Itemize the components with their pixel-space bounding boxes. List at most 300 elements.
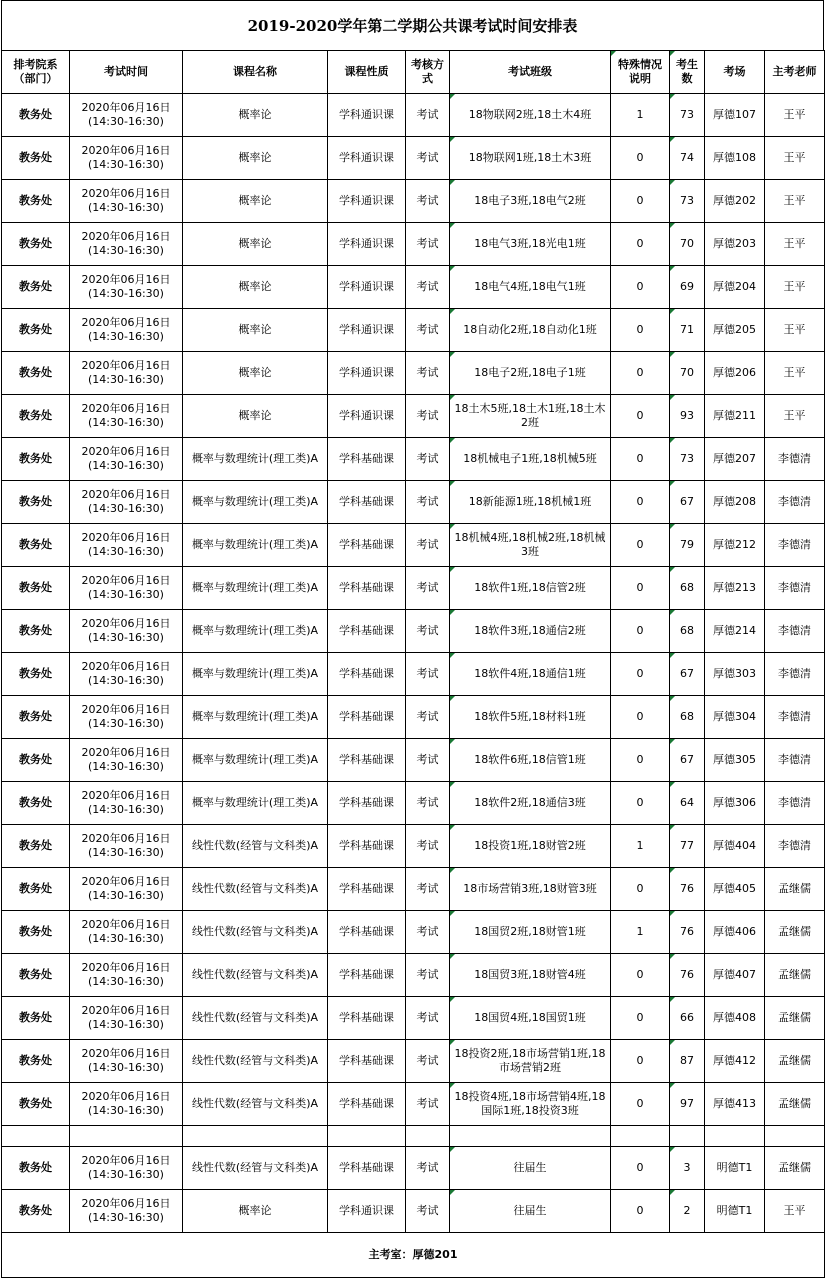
special-cell: 0 <box>611 567 670 610</box>
classes-cell: 18软件4班,18通信1班 <box>450 653 611 696</box>
exam-date: 2020年06月16日 <box>81 660 171 673</box>
course-cell: 概率论 <box>183 137 328 180</box>
course-cell: 概率与数理统计(理工类)A <box>183 438 328 481</box>
nature-cell: 学科基础课 <box>328 739 406 782</box>
method-cell: 考试 <box>406 223 450 266</box>
exam-hours: (14:30-16:30) <box>88 803 164 816</box>
course-cell: 概率论 <box>183 309 328 352</box>
room-cell: 厚德213 <box>705 567 765 610</box>
special-cell: 0 <box>611 868 670 911</box>
special-cell: 0 <box>611 180 670 223</box>
classes-cell: 18电气3班,18光电1班 <box>450 223 611 266</box>
method-cell: 考试 <box>406 94 450 137</box>
teacher-cell: 王平 <box>765 1190 825 1233</box>
nature-cell: 学科通识课 <box>328 137 406 180</box>
exam-time-cell <box>70 223 183 266</box>
header-course: 课程名称 <box>183 51 328 94</box>
dept-cell: 教务处 <box>2 352 70 395</box>
course-cell: 线性代数(经管与文科类)A <box>183 911 328 954</box>
exam-date: 2020年06月16日 <box>81 1197 171 1210</box>
course-cell: 概率与数理统计(理工类)A <box>183 782 328 825</box>
special-cell: 0 <box>611 739 670 782</box>
header-special: 特殊情况说明 <box>611 51 670 94</box>
table-row <box>2 739 825 782</box>
dept-cell: 教务处 <box>2 954 70 997</box>
special-cell: 0 <box>611 266 670 309</box>
course-cell: 线性代数(经管与文科类)A <box>183 868 328 911</box>
special-cell: 0 <box>611 223 670 266</box>
classes-cell: 18电子3班,18电气2班 <box>450 180 611 223</box>
room-cell: 明德T1 <box>705 1147 765 1190</box>
special-cell: 0 <box>611 481 670 524</box>
room-cell: 厚德303 <box>705 653 765 696</box>
exam-hours: (14:30-16:30) <box>88 244 164 257</box>
exam-time-cell <box>70 1083 183 1126</box>
special-cell: 0 <box>611 1083 670 1126</box>
nature-cell: 学科基础课 <box>328 997 406 1040</box>
special-cell: 0 <box>611 1147 670 1190</box>
teacher-cell: 李德清 <box>765 524 825 567</box>
exam-time-cell <box>70 395 183 438</box>
course-cell: 线性代数(经管与文科类)A <box>183 1083 328 1126</box>
teacher-cell: 王平 <box>765 223 825 266</box>
table-row <box>2 438 825 481</box>
method-cell: 考试 <box>406 395 450 438</box>
nature-cell: 学科基础课 <box>328 1147 406 1190</box>
dept-cell: 教务处 <box>2 1147 70 1190</box>
blank-cell <box>70 1126 183 1147</box>
dept-cell: 教务处 <box>2 567 70 610</box>
teacher-cell: 李德清 <box>765 438 825 481</box>
nature-cell: 学科基础课 <box>328 567 406 610</box>
classes-cell: 18国贸3班,18财管4班 <box>450 954 611 997</box>
table-row <box>2 1147 825 1190</box>
count-cell: 76 <box>670 911 705 954</box>
dept-cell: 教务处 <box>2 180 70 223</box>
classes-cell: 18国贸4班,18国贸1班 <box>450 997 611 1040</box>
dept-cell: 教务处 <box>2 395 70 438</box>
exam-hours: (14:30-16:30) <box>88 975 164 988</box>
teacher-cell: 孟继儒 <box>765 1147 825 1190</box>
exam-date: 2020年06月16日 <box>81 1047 171 1060</box>
count-cell: 67 <box>670 481 705 524</box>
table-row <box>2 954 825 997</box>
table-row <box>2 137 825 180</box>
classes-cell: 18软件3班,18通信2班 <box>450 610 611 653</box>
count-cell: 97 <box>670 1083 705 1126</box>
exam-hours: (14:30-16:30) <box>88 1104 164 1117</box>
exam-hours: (14:30-16:30) <box>88 1211 164 1224</box>
room-cell: 厚德306 <box>705 782 765 825</box>
room-cell: 厚德108 <box>705 137 765 180</box>
dept-cell: 教务处 <box>2 868 70 911</box>
special-cell: 0 <box>611 309 670 352</box>
count-cell: 71 <box>670 309 705 352</box>
teacher-cell: 孟继儒 <box>765 1083 825 1126</box>
dept-cell: 教务处 <box>2 610 70 653</box>
course-cell: 概率与数理统计(理工类)A <box>183 524 328 567</box>
exam-time-cell <box>70 438 183 481</box>
teacher-cell: 孟继儒 <box>765 1040 825 1083</box>
method-cell: 考试 <box>406 180 450 223</box>
classes-cell: 18机械4班,18机械2班,18机械3班 <box>450 524 611 567</box>
table-row <box>2 94 825 137</box>
exam-hours: (14:30-16:30) <box>88 932 164 945</box>
blank-cell <box>705 1126 765 1147</box>
table-row <box>2 524 825 567</box>
count-cell: 2 <box>670 1190 705 1233</box>
method-cell: 考试 <box>406 1190 450 1233</box>
classes-cell: 18电气4班,18电气1班 <box>450 266 611 309</box>
classes-cell: 18软件6班,18信管1班 <box>450 739 611 782</box>
method-cell: 考试 <box>406 1083 450 1126</box>
method-cell: 考试 <box>406 868 450 911</box>
dept-cell: 教务处 <box>2 1083 70 1126</box>
count-cell: 93 <box>670 395 705 438</box>
room-cell: 明德T1 <box>705 1190 765 1233</box>
exam-hours: (14:30-16:30) <box>88 330 164 343</box>
course-cell: 概率与数理统计(理工类)A <box>183 610 328 653</box>
method-cell: 考试 <box>406 567 450 610</box>
table-row <box>2 567 825 610</box>
header-count: 考生数 <box>670 51 705 94</box>
exam-date: 2020年06月16日 <box>81 789 171 802</box>
header-time: 考试时间 <box>70 51 183 94</box>
exam-date: 2020年06月16日 <box>81 445 171 458</box>
table-row <box>2 1040 825 1083</box>
exam-time-cell <box>70 266 183 309</box>
count-cell: 76 <box>670 954 705 997</box>
table-row <box>2 180 825 223</box>
room-cell: 厚德412 <box>705 1040 765 1083</box>
room-cell: 厚德206 <box>705 352 765 395</box>
exam-hours: (14:30-16:30) <box>88 674 164 687</box>
classes-cell: 18机械电子1班,18机械5班 <box>450 438 611 481</box>
exam-hours: (14:30-16:30) <box>88 545 164 558</box>
course-cell: 概率与数理统计(理工类)A <box>183 567 328 610</box>
nature-cell: 学科基础课 <box>328 653 406 696</box>
special-cell: 0 <box>611 954 670 997</box>
header-row <box>2 51 825 94</box>
table-row <box>2 352 825 395</box>
exam-time-cell <box>70 610 183 653</box>
nature-cell: 学科通识课 <box>328 94 406 137</box>
exam-date: 2020年06月16日 <box>81 101 171 114</box>
exam-date: 2020年06月16日 <box>81 918 171 931</box>
exam-hours: (14:30-16:30) <box>88 201 164 214</box>
teacher-cell: 李德清 <box>765 653 825 696</box>
exam-hours: (14:30-16:30) <box>88 287 164 300</box>
table-row <box>2 911 825 954</box>
exam-date: 2020年06月16日 <box>81 402 171 415</box>
exam-time-cell <box>70 782 183 825</box>
header-classes: 考试班级 <box>450 51 611 94</box>
table-row <box>2 825 825 868</box>
teacher-cell: 李德清 <box>765 739 825 782</box>
teacher-cell: 王平 <box>765 180 825 223</box>
classes-cell: 18土木5班,18土木1班,18土木2班 <box>450 395 611 438</box>
exam-time-cell <box>70 739 183 782</box>
method-cell: 考试 <box>406 481 450 524</box>
count-cell: 74 <box>670 137 705 180</box>
exam-hours: (14:30-16:30) <box>88 760 164 773</box>
special-cell: 0 <box>611 997 670 1040</box>
dept-cell: 教务处 <box>2 438 70 481</box>
dept-cell: 教务处 <box>2 1040 70 1083</box>
method-cell: 考试 <box>406 438 450 481</box>
count-cell: 76 <box>670 868 705 911</box>
nature-cell: 学科通识课 <box>328 1190 406 1233</box>
exam-date: 2020年06月16日 <box>81 574 171 587</box>
classes-cell: 18投资4班,18市场营销4班,18国际1班,18投资3班 <box>450 1083 611 1126</box>
course-cell: 概率论 <box>183 266 328 309</box>
exam-time-cell <box>70 954 183 997</box>
classes-cell: 18自动化2班,18自动化1班 <box>450 309 611 352</box>
exam-hours: (14:30-16:30) <box>88 631 164 644</box>
exam-hours: (14:30-16:30) <box>88 416 164 429</box>
dept-cell: 教务处 <box>2 266 70 309</box>
exam-date: 2020年06月16日 <box>81 531 171 544</box>
exam-hours: (14:30-16:30) <box>88 1018 164 1031</box>
special-cell: 0 <box>611 1040 670 1083</box>
exam-hours: (14:30-16:30) <box>88 889 164 902</box>
exam-schedule-table <box>1 50 825 1278</box>
nature-cell: 学科基础课 <box>328 1083 406 1126</box>
dept-cell: 教务处 <box>2 481 70 524</box>
blank-cell <box>450 1126 611 1147</box>
exam-date: 2020年06月16日 <box>81 316 171 329</box>
nature-cell: 学科通识课 <box>328 395 406 438</box>
exam-date: 2020年06月16日 <box>81 187 171 200</box>
method-cell: 考试 <box>406 739 450 782</box>
room-cell: 厚德204 <box>705 266 765 309</box>
blank-cell <box>406 1126 450 1147</box>
room-cell: 厚德406 <box>705 911 765 954</box>
classes-cell: 18新能源1班,18机械1班 <box>450 481 611 524</box>
blank-cell <box>2 1126 70 1147</box>
exam-time-cell <box>70 137 183 180</box>
classes-cell: 18投资1班,18财管2班 <box>450 825 611 868</box>
course-cell: 概率与数理统计(理工类)A <box>183 739 328 782</box>
nature-cell: 学科基础课 <box>328 438 406 481</box>
course-cell: 线性代数(经管与文科类)A <box>183 954 328 997</box>
method-cell: 考试 <box>406 524 450 567</box>
classes-cell: 往届生 <box>450 1147 611 1190</box>
method-cell: 考试 <box>406 1147 450 1190</box>
dept-cell: 教务处 <box>2 739 70 782</box>
room-cell: 厚德214 <box>705 610 765 653</box>
nature-cell: 学科基础课 <box>328 1040 406 1083</box>
course-cell: 概率论 <box>183 395 328 438</box>
header-room: 考场 <box>705 51 765 94</box>
teacher-cell: 李德清 <box>765 825 825 868</box>
nature-cell: 学科通识课 <box>328 180 406 223</box>
teacher-cell: 李德清 <box>765 696 825 739</box>
special-cell: 0 <box>611 524 670 567</box>
count-cell: 68 <box>670 567 705 610</box>
exam-time-cell <box>70 911 183 954</box>
method-cell: 考试 <box>406 137 450 180</box>
method-cell: 考试 <box>406 782 450 825</box>
dept-cell: 教务处 <box>2 94 70 137</box>
classes-cell: 18软件1班,18信管2班 <box>450 567 611 610</box>
count-cell: 68 <box>670 696 705 739</box>
table-body <box>2 94 825 1278</box>
exam-time-cell <box>70 653 183 696</box>
special-cell: 1 <box>611 94 670 137</box>
course-cell: 线性代数(经管与文科类)A <box>183 1040 328 1083</box>
nature-cell: 学科基础课 <box>328 825 406 868</box>
teacher-cell: 李德清 <box>765 567 825 610</box>
exam-hours: (14:30-16:30) <box>88 588 164 601</box>
room-cell: 厚德212 <box>705 524 765 567</box>
exam-date: 2020年06月16日 <box>81 1004 171 1017</box>
table-row <box>2 309 825 352</box>
table-row <box>2 997 825 1040</box>
count-cell: 73 <box>670 94 705 137</box>
teacher-cell: 王平 <box>765 395 825 438</box>
room-cell: 厚德205 <box>705 309 765 352</box>
method-cell: 考试 <box>406 911 450 954</box>
room-cell: 厚德207 <box>705 438 765 481</box>
table-row <box>2 782 825 825</box>
exam-time-cell <box>70 94 183 137</box>
exam-time-cell <box>70 997 183 1040</box>
special-cell: 0 <box>611 137 670 180</box>
exam-time-cell <box>70 1147 183 1190</box>
method-cell: 考试 <box>406 352 450 395</box>
room-cell: 厚德202 <box>705 180 765 223</box>
count-cell: 66 <box>670 997 705 1040</box>
header-method: 考核方式 <box>406 51 450 94</box>
dept-cell: 教务处 <box>2 137 70 180</box>
nature-cell: 学科通识课 <box>328 309 406 352</box>
method-cell: 考试 <box>406 266 450 309</box>
course-cell: 概率与数理统计(理工类)A <box>183 481 328 524</box>
count-cell: 67 <box>670 739 705 782</box>
nature-cell: 学科基础课 <box>328 954 406 997</box>
exam-hours: (14:30-16:30) <box>88 373 164 386</box>
blank-row <box>2 1126 825 1147</box>
exam-date: 2020年06月16日 <box>81 230 171 243</box>
dept-cell: 教务处 <box>2 782 70 825</box>
header-dept: 排考院系（部门） <box>2 51 70 94</box>
exam-date: 2020年06月16日 <box>81 746 171 759</box>
teacher-cell: 王平 <box>765 94 825 137</box>
dept-cell: 教务处 <box>2 911 70 954</box>
special-cell: 0 <box>611 610 670 653</box>
footer-row <box>2 1233 825 1278</box>
room-cell: 厚德405 <box>705 868 765 911</box>
table-row <box>2 395 825 438</box>
exam-date: 2020年06月16日 <box>81 703 171 716</box>
dept-cell: 教务处 <box>2 696 70 739</box>
teacher-cell: 孟继儒 <box>765 954 825 997</box>
room-cell: 厚德208 <box>705 481 765 524</box>
method-cell: 考试 <box>406 954 450 997</box>
classes-cell: 18软件5班,18材料1班 <box>450 696 611 739</box>
exam-date: 2020年06月16日 <box>81 144 171 157</box>
sheet-title: 2019-2020学年第二学期公共课考试时间安排表 <box>1 0 824 50</box>
count-cell: 69 <box>670 266 705 309</box>
blank-cell <box>611 1126 670 1147</box>
dept-cell: 教务处 <box>2 997 70 1040</box>
table-row <box>2 223 825 266</box>
room-cell: 厚德407 <box>705 954 765 997</box>
teacher-cell: 王平 <box>765 266 825 309</box>
classes-cell: 18电子2班,18电子1班 <box>450 352 611 395</box>
nature-cell: 学科基础课 <box>328 481 406 524</box>
exam-hours: (14:30-16:30) <box>88 1168 164 1181</box>
nature-cell: 学科通识课 <box>328 352 406 395</box>
special-cell: 0 <box>611 696 670 739</box>
table-row <box>2 868 825 911</box>
exam-hours: (14:30-16:30) <box>88 115 164 128</box>
special-cell: 0 <box>611 653 670 696</box>
count-cell: 67 <box>670 653 705 696</box>
table-row <box>2 1190 825 1233</box>
blank-cell <box>183 1126 328 1147</box>
nature-cell: 学科通识课 <box>328 223 406 266</box>
nature-cell: 学科基础课 <box>328 524 406 567</box>
exam-hours: (14:30-16:30) <box>88 846 164 859</box>
exam-time-cell <box>70 524 183 567</box>
count-cell: 70 <box>670 223 705 266</box>
classes-cell: 18物联网1班,18土木3班 <box>450 137 611 180</box>
exam-time-cell <box>70 352 183 395</box>
exam-hours: (14:30-16:30) <box>88 158 164 171</box>
blank-cell <box>670 1126 705 1147</box>
classes-cell: 18投资2班,18市场营销1班,18市场营销2班 <box>450 1040 611 1083</box>
dept-cell: 教务处 <box>2 1190 70 1233</box>
count-cell: 73 <box>670 438 705 481</box>
table-row <box>2 653 825 696</box>
method-cell: 考试 <box>406 610 450 653</box>
course-cell: 概率论 <box>183 1190 328 1233</box>
exam-date: 2020年06月16日 <box>81 488 171 501</box>
exam-date: 2020年06月16日 <box>81 1090 171 1103</box>
blank-cell <box>328 1126 406 1147</box>
exam-date: 2020年06月16日 <box>81 359 171 372</box>
course-cell: 线性代数(经管与文科类)A <box>183 1147 328 1190</box>
blank-cell <box>765 1126 825 1147</box>
exam-time-cell <box>70 567 183 610</box>
nature-cell: 学科基础课 <box>328 782 406 825</box>
count-cell: 79 <box>670 524 705 567</box>
course-cell: 概率与数理统计(理工类)A <box>183 653 328 696</box>
special-cell: 0 <box>611 438 670 481</box>
special-cell: 0 <box>611 1190 670 1233</box>
room-cell: 厚德211 <box>705 395 765 438</box>
exam-time-cell <box>70 825 183 868</box>
exam-time-cell <box>70 696 183 739</box>
teacher-cell: 王平 <box>765 352 825 395</box>
table-row <box>2 266 825 309</box>
course-cell: 概率论 <box>183 223 328 266</box>
table-row <box>2 610 825 653</box>
nature-cell: 学科基础课 <box>328 911 406 954</box>
exam-hours: (14:30-16:30) <box>88 717 164 730</box>
dept-cell: 教务处 <box>2 223 70 266</box>
special-cell: 0 <box>611 352 670 395</box>
course-cell: 线性代数(经管与文科类)A <box>183 825 328 868</box>
exam-date: 2020年06月16日 <box>81 961 171 974</box>
dept-cell: 教务处 <box>2 653 70 696</box>
room-cell: 厚德107 <box>705 94 765 137</box>
exam-time-cell <box>70 868 183 911</box>
count-cell: 64 <box>670 782 705 825</box>
special-cell: 1 <box>611 825 670 868</box>
